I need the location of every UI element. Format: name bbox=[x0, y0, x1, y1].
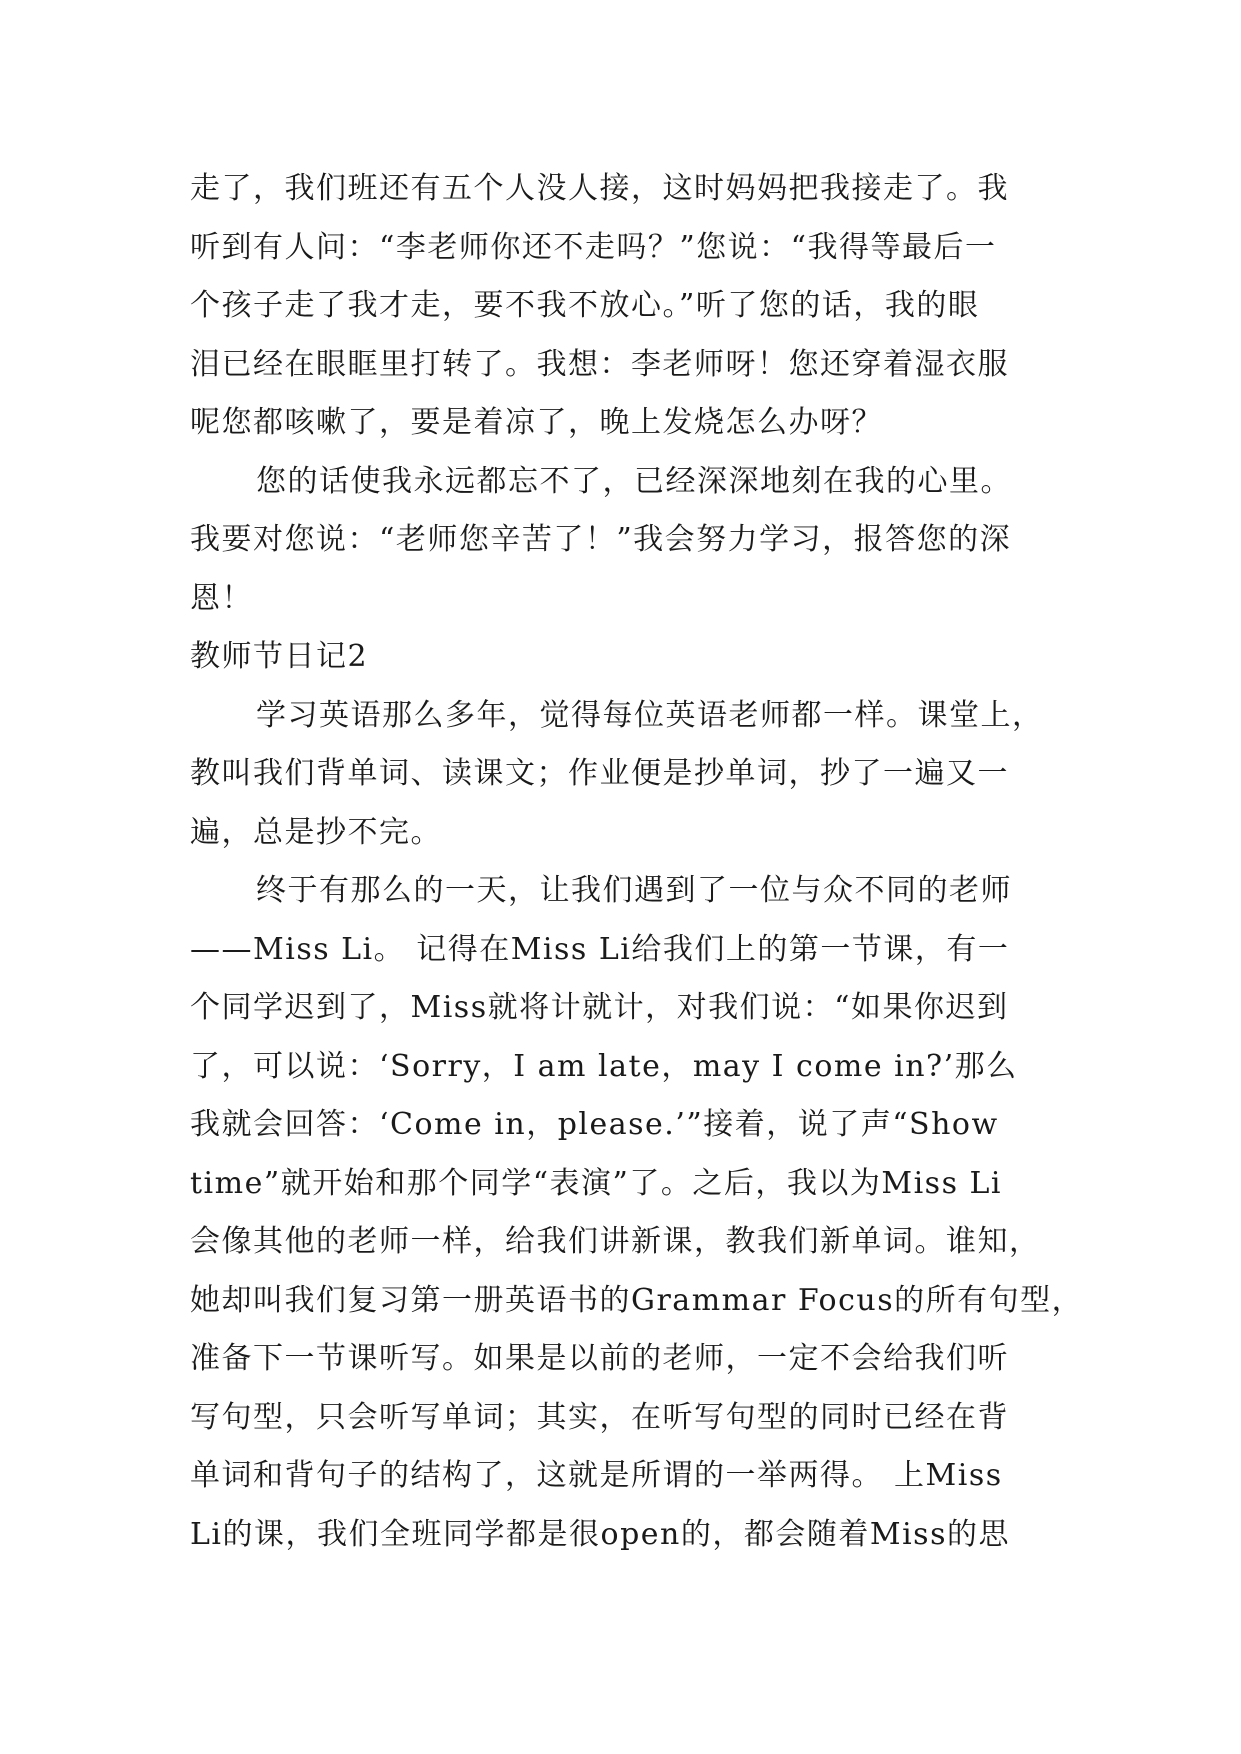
paragraph-line: Li的课，我们全班同学都是很open的，都会随着Miss的思 bbox=[190, 1516, 1010, 1552]
paragraph-line: 我就会回答：‘Come in，please.’”接着，说了声“Show bbox=[190, 1107, 999, 1142]
paragraph-line: 您的话使我永远都忘不了，已经深深地刻在我的心里。 bbox=[256, 463, 1012, 499]
paragraph-line: 呢您都咳嗽了，要是着凉了，晚上发烧怎么办呀？ bbox=[190, 405, 883, 440]
paragraph-line: 学习英语那么多年，觉得每位英语老师都一样。课堂上， bbox=[256, 697, 1044, 733]
paragraph-line: 走了，我们班还有五个人没人接，这时妈妈把我接走了。我 bbox=[190, 171, 1009, 206]
document-body bbox=[190, 160, 1084, 1564]
paragraph-line: 准备下一节课听写。如果是以前的老师，一定不会给我们听 bbox=[190, 1341, 1009, 1376]
paragraph-line: 了，可以说：‘Sorry，I am late，may I come in?’那么 bbox=[190, 1048, 1018, 1084]
paragraph-line: 泪已经在眼眶里打转了。我想：李老师呀！您还穿着湿衣服 bbox=[190, 346, 1009, 382]
paragraph-line: 写句型，只会听写单词；其实，在听写句型的同时已经在背 bbox=[190, 1399, 1009, 1435]
paragraph-line: 个同学迟到了，Miss就将计就计，对我们说：“如果你迟到 bbox=[190, 990, 1009, 1025]
paragraph-line: 听到有人问：“李老师你还不走吗？”您说：“我得等最后一 bbox=[190, 229, 997, 265]
paragraph-line: 会像其他的老师一样，给我们讲新课，教我们新单词。谁知， bbox=[190, 1224, 1041, 1259]
paragraph-line: 单词和背句子的结构了，这就是所谓的一举两得。 上Miss bbox=[190, 1458, 1003, 1493]
paragraph-line: 个孩子走了我才走，要不我不放心。”听了您的话，我的眼 bbox=[190, 288, 980, 323]
paragraph-line: 终于有那么的一天，让我们遇到了一位与众不同的老师 bbox=[256, 873, 1012, 908]
paragraph-line: 我要对您说：“老师您辛苦了！”我会努力学习，报答您的深 bbox=[190, 522, 1012, 557]
paragraph-line: 她却叫我们复习第一册英语书的Grammar Focus的所有句型， bbox=[190, 1282, 1084, 1318]
paragraph-line: ——Miss Li。 记得在Miss Li给我们上的第一节课，有一 bbox=[190, 931, 1010, 967]
paragraph-line: 教叫我们背单词、读课文；作业便是抄单词，抄了一遍又一 bbox=[190, 756, 1009, 791]
paragraph-line: 遍，总是抄不完。 bbox=[190, 814, 442, 850]
section-heading: 教师节日记2 bbox=[190, 639, 369, 674]
paragraph-line: time”就开始和那个同学“表演”了。之后，我以为Miss Li bbox=[190, 1165, 1003, 1201]
paragraph-line: 恩！ bbox=[190, 580, 253, 616]
